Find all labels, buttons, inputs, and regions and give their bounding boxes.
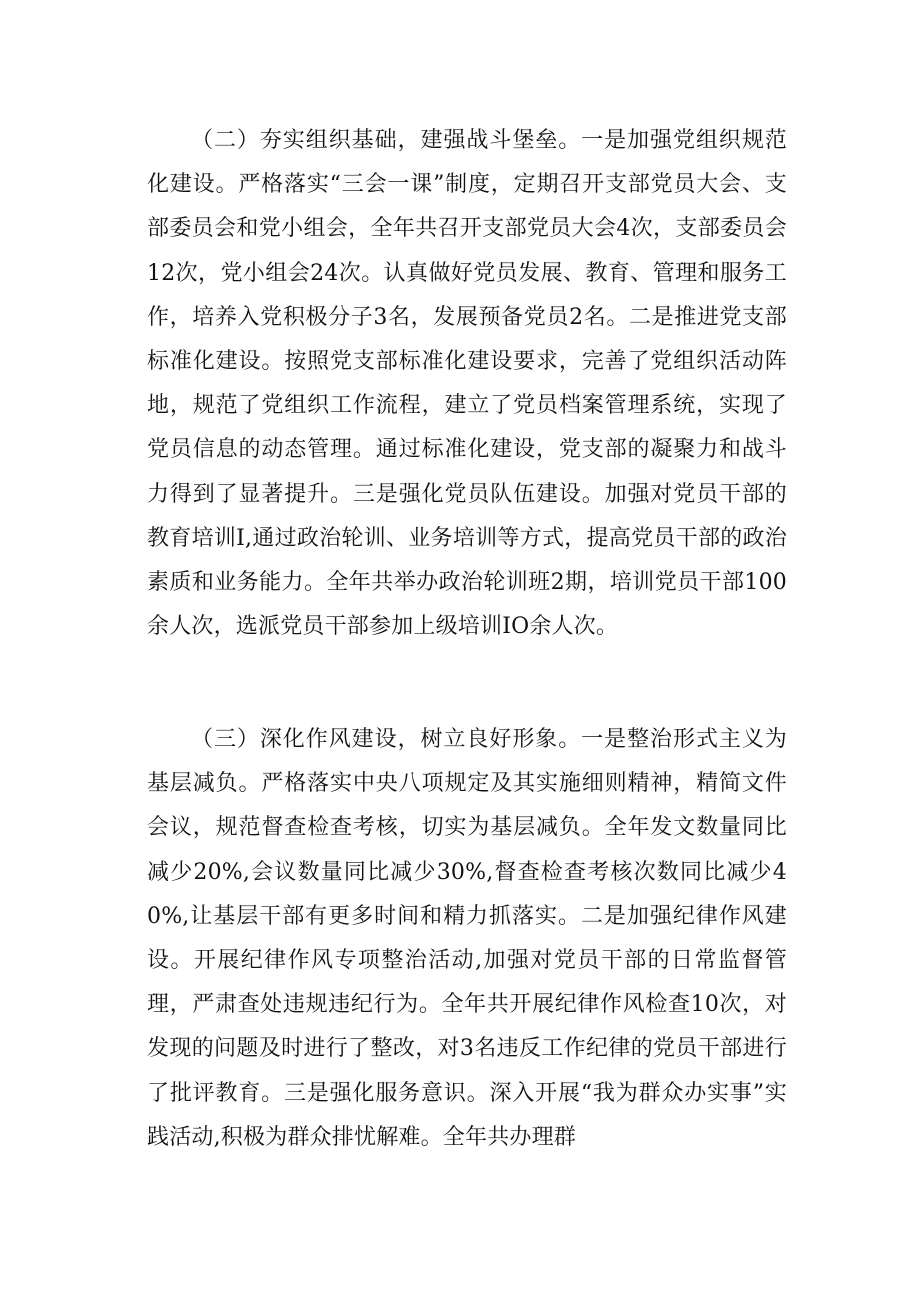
paragraph-section-2: （二）夯实组织基础，建强战斗堡垒。一是加强党组织规范化建设。严格落实“三会一课”制度，定期召开支部党员大会、支部委员会和党小组会，全年共召开支部党员大会4次，支部委员会12次，党小组会24次。认真做好党员发展、教育、管理和服务工作，培养入党积极分子3名，发展预备党员2名。二是推进党支部标准化建设。按照党支部标准化建设要求，完善了党组织活动阵地，规范了党组织工作流程，建立了党员档案管理系统，实现了党员信息的动态管理。通过标准化建设，党支部的凝聚力和战斗力得到了显著提升。三是强化党员队伍建设。加强对党员干部的教育培训I,通过政治轮训、业务培训等方式，提高党员干部的政治素质和业务能力。全年共举办政治轮训班2期，培训党员干部100余人次，选派党员干部参加上级培训IO余人次。 — [147, 128, 787, 640]
paragraph-section-3: （三）深化作风建设，树立良好形象。一是整治形式主义为基层减负。严格落实中央八项规定及其实施细则精神，精简文件会议，规范督查检查考核，切实为基层减负。全年发文数量同比减少20%,会议数量同比减少30%,督查检查考核次数同比减少40%,让基层干部有更多时间和精力抓落实。二是加强纪律作风建设。开展纪律作风专项整治活动,加强对党员干部的日常监督管理，严肃查处违规违纪行为。全年共开展纪律作风检查10次，对发现的问题及时进行了整改，对3名违反工作纪律的党员干部进行了批评教育。三是强化服务意识。深入开展“我为群众办实事”实践活动,积极为群众排忧解难。全年共办理群 — [147, 727, 787, 1150]
